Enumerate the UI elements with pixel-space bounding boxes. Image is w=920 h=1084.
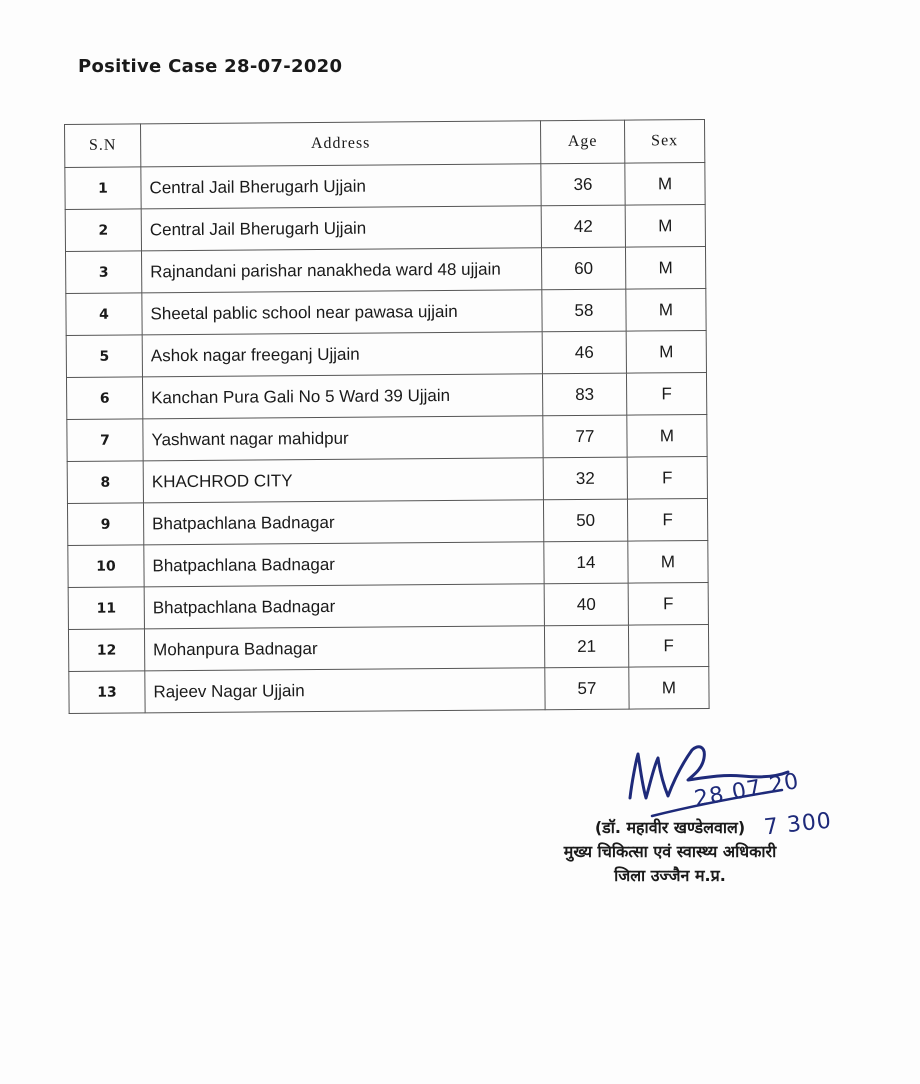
- cell-age: 60: [541, 247, 625, 290]
- table-row: [66, 246, 706, 293]
- cell-address: Bhatpachlana Badnagar: [143, 500, 543, 545]
- cell-address: Central Jail Bherugarh Ujjain: [141, 164, 541, 209]
- header-age: Age: [540, 120, 624, 164]
- cell-address: Kanchan Pura Gali No 5 Ward 39 Ujjain: [142, 374, 542, 419]
- cell-age: 83: [542, 373, 626, 416]
- cell-address: Mohanpura Badnagar: [144, 626, 544, 671]
- cell-sn: 10: [68, 545, 144, 588]
- header-sex: Sex: [624, 119, 704, 163]
- cell-age: 32: [543, 457, 627, 500]
- cell-sex: F: [628, 582, 708, 625]
- cell-address: Bhatpachlana Badnagar: [144, 584, 544, 629]
- cell-address: Bhatpachlana Badnagar: [144, 542, 544, 587]
- table-row: [67, 456, 707, 503]
- cell-address: Rajnandani parishar nanakheda ward 48 ujjain: [141, 248, 541, 293]
- cell-sex: M: [625, 162, 705, 205]
- cell-address: Yashwant nagar mahidpur: [143, 416, 543, 461]
- table-row: [66, 372, 706, 419]
- cell-sex: M: [626, 288, 706, 331]
- handwritten-time: 7 300: [762, 808, 834, 841]
- cell-sex: M: [627, 414, 707, 457]
- cell-sex: M: [625, 246, 705, 289]
- cell-sex: M: [625, 204, 705, 247]
- cell-sex: F: [627, 456, 707, 499]
- cell-sex: F: [628, 624, 708, 667]
- cases-table: [64, 119, 710, 714]
- cell-age: 57: [545, 667, 629, 710]
- table-row: [66, 288, 706, 335]
- cell-address: KHACHROD CITY: [143, 458, 543, 503]
- cell-age: 58: [542, 289, 626, 332]
- cell-address: Central Jail Bherugarh Ujjain: [141, 206, 541, 251]
- table-row: [66, 330, 706, 377]
- cell-sn: 4: [66, 293, 142, 336]
- cell-sn: 11: [68, 587, 144, 630]
- cases-table-wrapper: [64, 119, 709, 714]
- officer-office: जिला उज्जैन म.प्र.: [614, 866, 726, 885]
- cell-age: 36: [541, 163, 625, 206]
- cell-sn: 2: [65, 209, 141, 252]
- header-sn: S.N: [65, 124, 141, 168]
- cell-age: 14: [544, 541, 628, 584]
- cell-address: Ashok nagar freeganj Ujjain: [142, 332, 542, 377]
- cell-address: Sheetal pablic school near pawasa ujjain: [142, 290, 542, 335]
- cell-sex: M: [629, 666, 709, 709]
- cell-sn: 5: [66, 335, 142, 378]
- cell-sn: 8: [67, 461, 143, 504]
- table-row: [68, 582, 708, 629]
- cell-sex: M: [628, 540, 708, 583]
- cell-sex: M: [626, 330, 706, 373]
- cell-age: 50: [543, 499, 627, 542]
- cell-sn: 12: [68, 629, 144, 672]
- handwritten-date: 28 07 20: [692, 768, 802, 813]
- cell-sn: 7: [67, 419, 143, 462]
- officer-name: (डॉ. महावीर खण्डेलवाल): [594, 818, 746, 837]
- cell-sn: 3: [66, 251, 142, 294]
- cell-age: 42: [541, 205, 625, 248]
- cell-age: 21: [544, 625, 628, 668]
- table-row: [68, 540, 708, 587]
- table-header-row: [65, 119, 705, 167]
- table-row: [69, 666, 709, 713]
- page-title: Positive Case 28-07-2020: [78, 56, 343, 77]
- cell-address: Rajeev Nagar Ujjain: [145, 668, 545, 713]
- officer-block: [520, 816, 820, 888]
- cell-sex: F: [626, 372, 706, 415]
- table-row: [67, 498, 707, 545]
- table-row: [65, 204, 705, 251]
- cell-age: 40: [544, 583, 628, 626]
- cell-sn: 1: [65, 167, 141, 210]
- cell-age: 46: [542, 331, 626, 374]
- table-row: [67, 414, 707, 461]
- officer-designation: मुख्य चिकित्सा एवं स्वास्थ्य अधिकारी: [563, 842, 777, 861]
- cell-sn: 6: [66, 377, 142, 420]
- cell-sn: 13: [69, 671, 145, 714]
- header-address: Address: [141, 121, 541, 167]
- table-row: [68, 624, 708, 671]
- cell-age: 77: [543, 415, 627, 458]
- table-row: [65, 162, 705, 209]
- cell-sn: 9: [67, 503, 143, 546]
- cell-sex: F: [627, 498, 707, 541]
